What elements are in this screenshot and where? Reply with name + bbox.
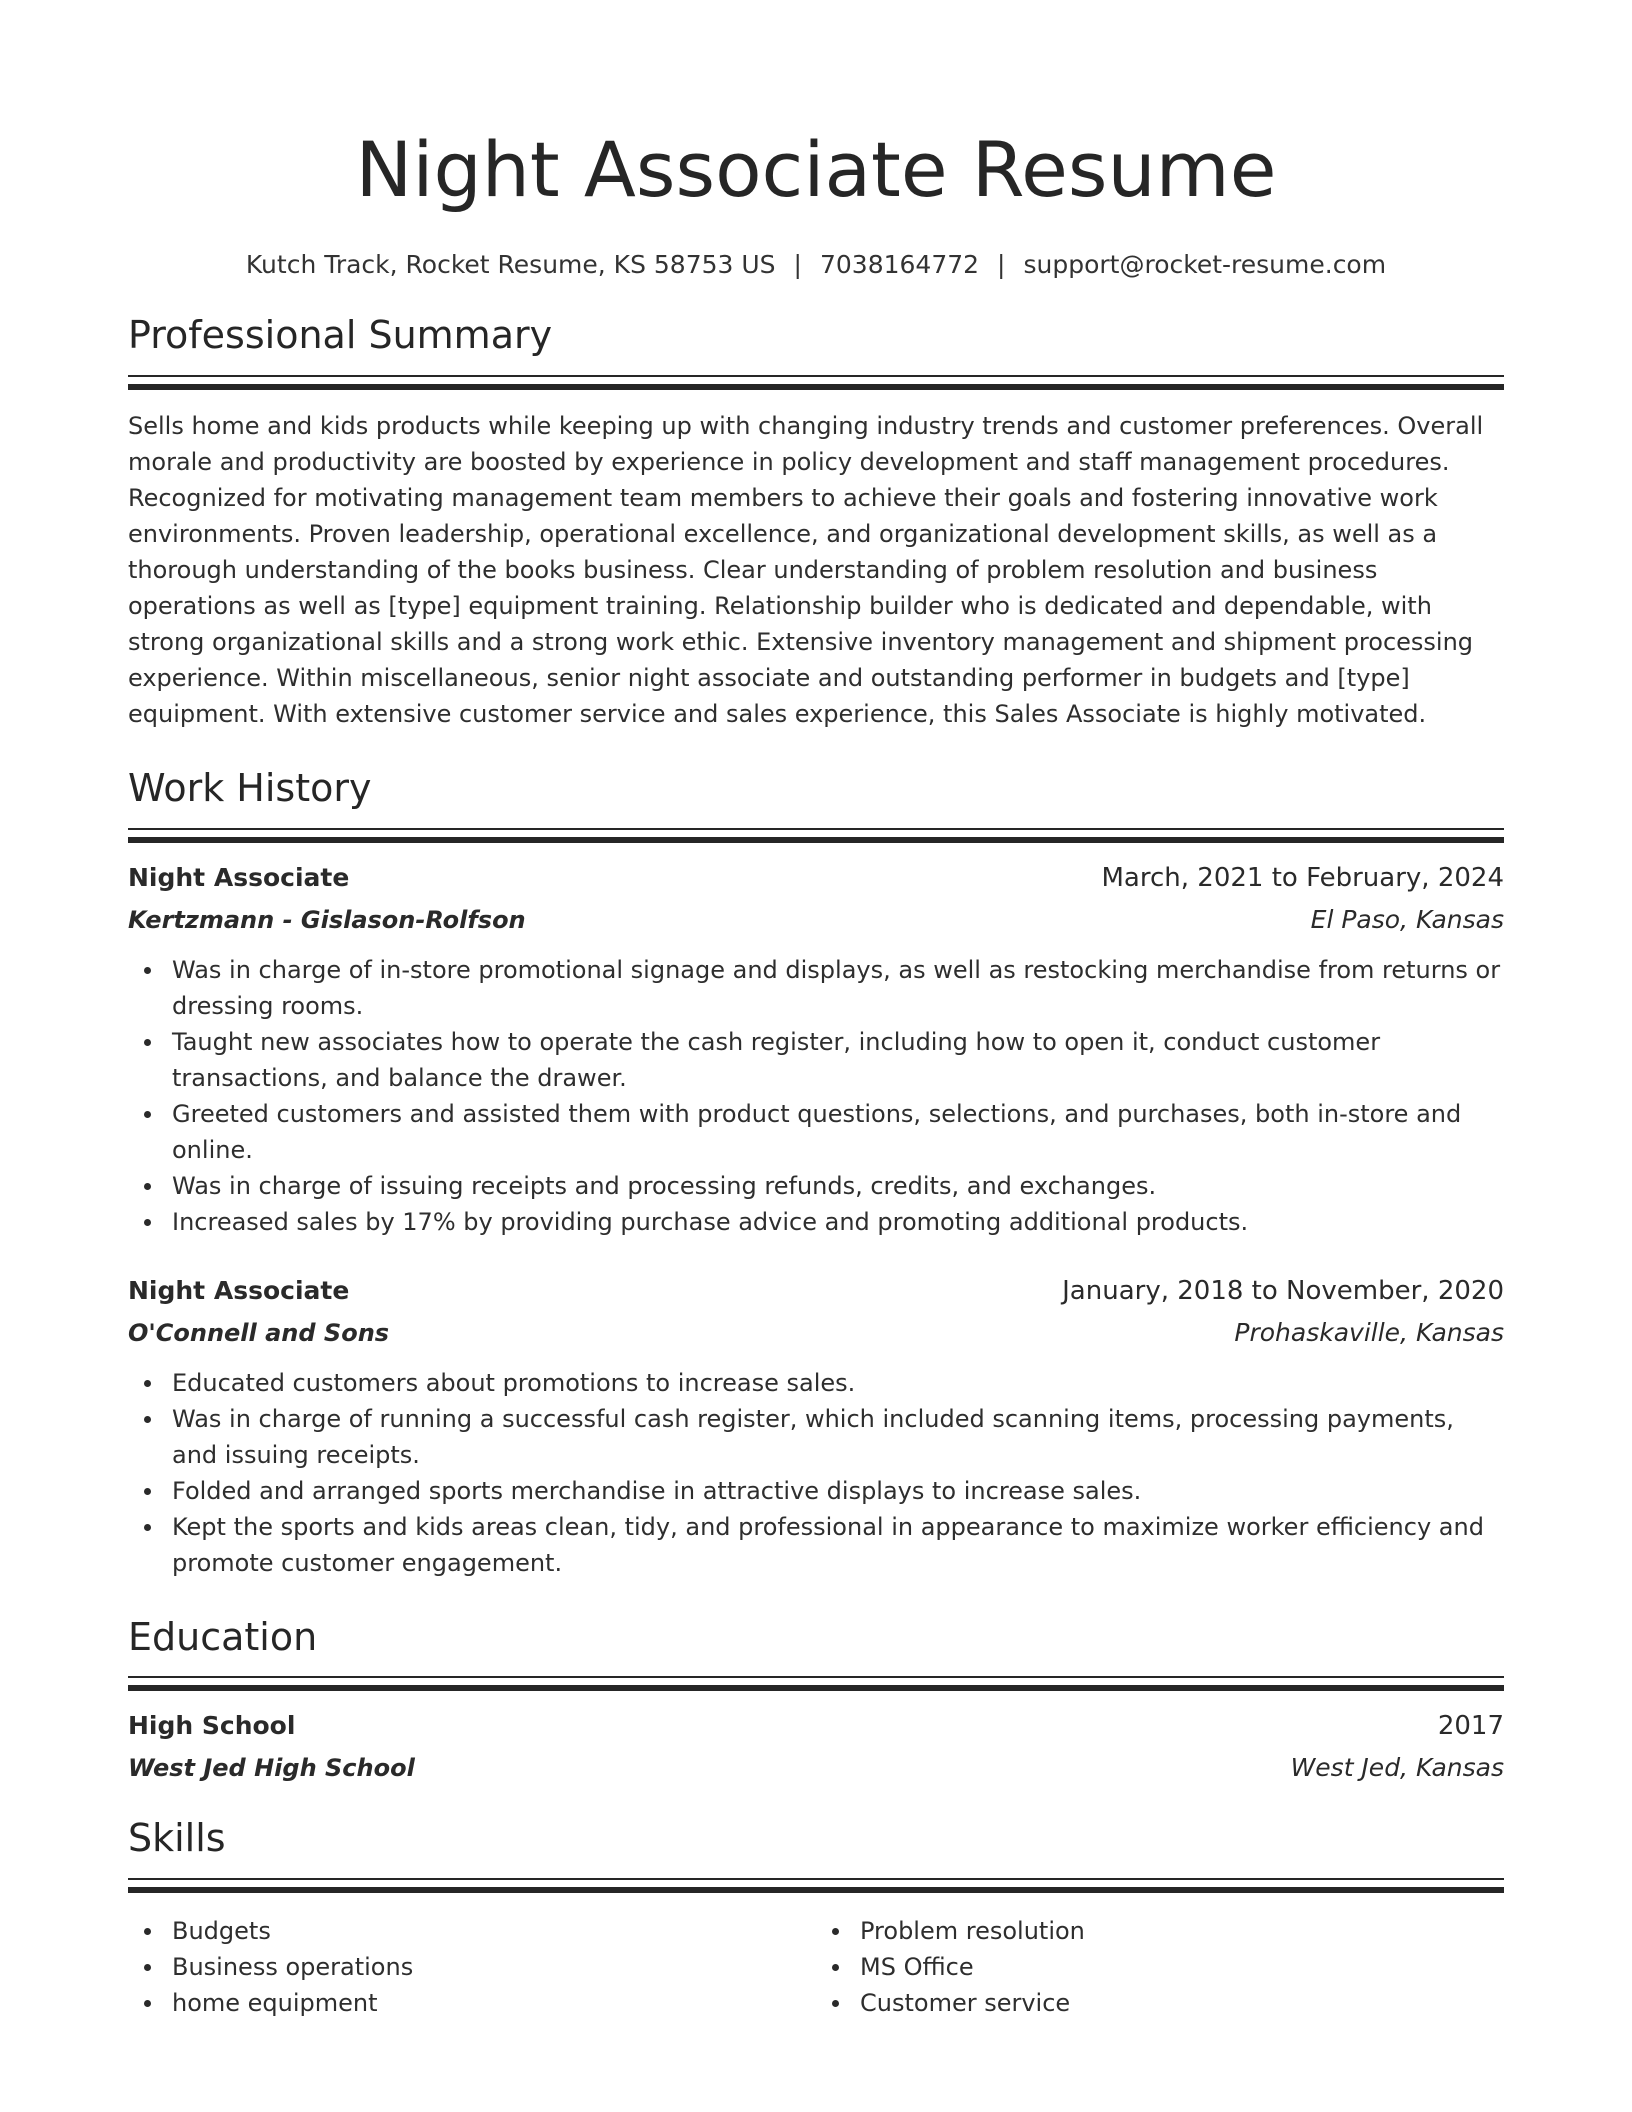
job-bullet: Taught new associates how to operate the cash register, including how to open it, conduct customer transactions, and balance the drawer. bbox=[128, 1024, 1504, 1096]
section-title-skills: Skills bbox=[128, 1816, 226, 1861]
job-bullet: Folded and arranged sports merchandise in attractive displays to increase sales. bbox=[128, 1473, 1504, 1509]
job-bullet: Was in charge of in-store promotional signage and displays, as well as restocking merchandise from returns or dressing rooms. bbox=[128, 952, 1504, 1024]
job-entry bbox=[128, 1276, 1504, 1581]
summary-text: Sells home and kids products while keeping up with changing industry trends and customer preferences. Overall morale and productivity are boosted by experience in policy development and staff management procedures. Recognized for motivating management team members to achieve their goals and fostering innovative work environments. Proven leadership, operational excellence, and organizational development skills, as well as a thorough understanding of the books business. Clear understanding of problem resolution and business operations as well as [type] equipment training. Relationship builder who is dedicated and dependable, with strong organizational skills and a strong work ethic. Extensive inventory management and shipment processing experience. Within miscellaneous, senior night associate and outstanding performer in budgets and [type] equipment. With extensive customer service and sales experience, this Sales Associate is highly motivated. bbox=[128, 411, 1484, 728]
job-bullets bbox=[128, 1365, 1504, 1581]
education-school: West Jed High School bbox=[128, 1754, 415, 1783]
skill-item: Budgets bbox=[128, 1913, 816, 1949]
contact-phone: 7038164772 bbox=[819, 250, 980, 279]
contact-separator: | bbox=[997, 250, 1006, 279]
job-bullet: Was in charge of running a successful cash register, which included scanning items, processing payments, and issuing receipts. bbox=[128, 1401, 1504, 1473]
job-bullet: Greeted customers and assisted them with product questions, selections, and purchases, both in-store and online. bbox=[128, 1096, 1504, 1168]
section-divider bbox=[128, 828, 1504, 843]
contact-line bbox=[128, 250, 1504, 279]
skill-item: Problem resolution bbox=[816, 1913, 1504, 1949]
skill-item: home equipment bbox=[128, 1985, 816, 2021]
job-bullets bbox=[128, 952, 1504, 1240]
education-entry bbox=[128, 1711, 1504, 1782]
job-bullet: Increased sales by 17% by providing purchase advice and promoting additional products. bbox=[128, 1204, 1504, 1240]
skill-item: Customer service bbox=[816, 1985, 1504, 2021]
section-divider bbox=[128, 1878, 1504, 1893]
job-location: El Paso, Kansas bbox=[1310, 904, 1504, 934]
education-year: 2017 bbox=[1437, 1711, 1504, 1742]
section-title-summary: Professional Summary bbox=[128, 313, 553, 357]
education-location: West Jed, Kansas bbox=[1290, 1753, 1504, 1783]
skills-column-right bbox=[816, 1913, 1504, 2021]
contact-address: Kutch Track, Rocket Resume, KS 58753 US bbox=[245, 250, 776, 279]
section-divider bbox=[128, 375, 1504, 390]
contact-email: support@rocket-resume.com bbox=[1023, 250, 1387, 279]
resume-title: Night Associate Resume bbox=[355, 125, 1277, 214]
job-dates: January, 2018 to November, 2020 bbox=[1062, 1275, 1504, 1306]
job-title: Night Associate bbox=[128, 1275, 350, 1305]
section-divider bbox=[128, 1676, 1504, 1691]
work-history-section bbox=[128, 765, 1504, 1581]
education-section bbox=[128, 1614, 1504, 1783]
skills-column-left bbox=[128, 1913, 816, 2021]
summary-section bbox=[128, 315, 1504, 732]
job-title: Night Associate bbox=[128, 862, 350, 892]
job-company: O'Connell and Sons bbox=[128, 1318, 390, 1347]
job-bullet: Kept the sports and kids areas clean, tidy, and professional in appearance to maximize worker efficiency and promote customer engagement. bbox=[128, 1509, 1504, 1581]
contact-separator: | bbox=[793, 250, 802, 279]
job-dates: March, 2021 to February, 2024 bbox=[1101, 862, 1504, 893]
section-title-education: Education bbox=[128, 1614, 318, 1659]
job-bullet: Educated customers about promotions to increase sales. bbox=[128, 1365, 1504, 1401]
education-degree: High School bbox=[128, 1711, 296, 1741]
job-company: Kertzmann - Gislason-Rolfson bbox=[128, 905, 526, 934]
section-title-work-history: Work History bbox=[128, 765, 372, 810]
job-bullet: Was in charge of issuing receipts and processing refunds, credits, and exchanges. bbox=[128, 1168, 1504, 1204]
job-entry bbox=[128, 863, 1504, 1240]
skills-section bbox=[128, 1818, 1504, 2021]
skill-item: Business operations bbox=[128, 1949, 816, 1985]
skills-grid bbox=[128, 1913, 1504, 2021]
skill-item: MS Office bbox=[816, 1949, 1504, 1985]
job-location: Prohaskaville, Kansas bbox=[1234, 1317, 1504, 1347]
